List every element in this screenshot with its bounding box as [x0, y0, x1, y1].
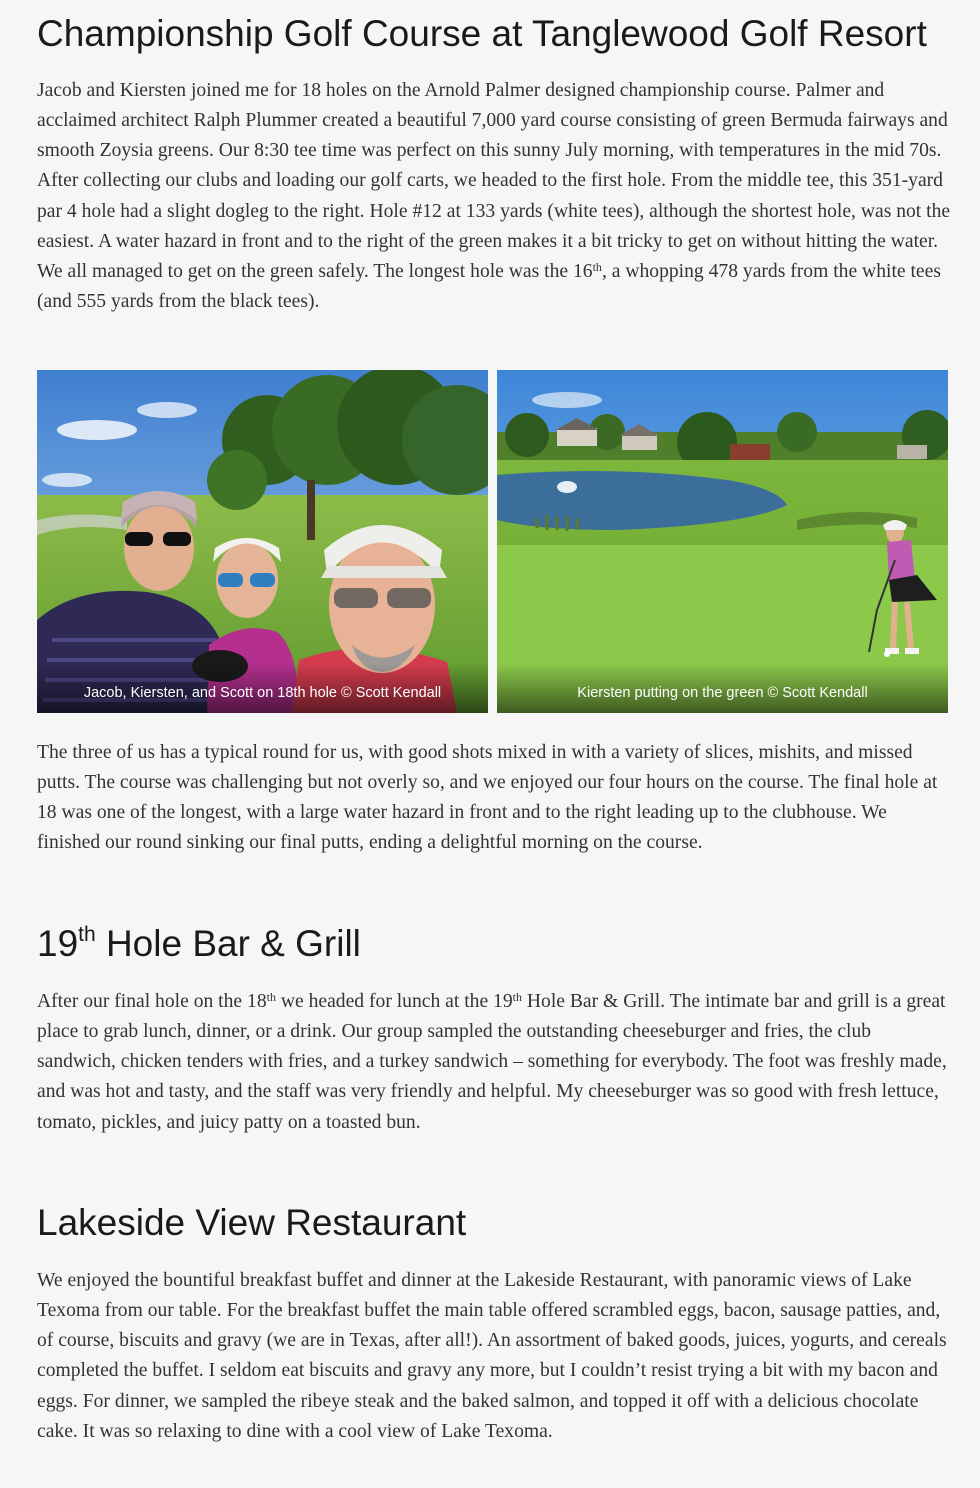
paragraph-text: Hole Bar & Grill. The intimate bar and grill is a great place to grab lunch, dinner, or a drink. Our group sampled the outstanding cheeseburger and fries, the club sandwich, chicken tenders with fries, and a turkey sandwich – something for everybody. The foot was freshly made, and was hot and tasty, and the staff was very friendly and helpful. My cheeseburger was so good with fresh lettuce, tomato, pickles, and juicy patty on a toasted bun.: [37, 991, 947, 1133]
photo-caption: Jacob, Kiersten, and Scott on 18th hole © Scott Kendall: [37, 663, 488, 713]
paragraph-round-summary: The three of us has a typical round for us, with good shots mixed in with a variety of slices, mishits, and missed putts. The course was challenging but not overly so, and we enjoyed our four hours on the course. The final hole at 18 was one of the longest, with a large water hazard in front and to the right leading up to the clubhouse. We finished our round sinking our final putts, ending a delightful morning on the course.: [37, 742, 938, 854]
paragraph-text: we headed for lunch at the 19: [275, 991, 513, 1012]
section-heading-19th-hole: [37, 922, 361, 964]
ordinal-suffix: th: [78, 922, 96, 946]
ordinal-suffix: th: [512, 990, 522, 1004]
paragraph-lakeside: We enjoyed the bountiful breakfast buffet and dinner at the Lakeside Restaurant, with panoramic views of Lake Texoma from our table. For the breakfast buffet the main table offered scrambled eggs, bacon, sausage patties, and, of course, biscuits and gravy (we are in Texas, after all!). An assortment of baked goods, juices, yogurts, and cereals completed the buffet. I seldom eat biscuits and gravy any more, but I couldn’t resist trying a bit with my bacon and eggs. For dinner, we sampled the ribeye steak and the baked salmon, and topped it off with a delicious chocolate cake. It was so relaxing to dine with a cool view of Lake Texoma.: [37, 1270, 947, 1442]
paragraph-text: Jacob and Kiersten joined me for 18 holes on the Arnold Palmer designed championship course. Palmer and acclaimed architect Ralph Plummer created a beautiful 7,000 yard course consisting of green Bermuda fairways and smooth Zoysia greens. Our 8:30 tee time was perfect on this sunny July morning, with temperatures in the mid 70s. After collecting our clubs and loading our golf carts, we headed to the first hole. From the middle tee, this 351-yard par 4 hole had a slight dogleg to the right. Hole #12 at 133 yards (white tees), although the shortest hole, was not the easiest. A water hazard in front and to the right of the green makes it a bit tricky to get on without hitting the water. We all managed to get on the green safely. The longest hole was the 16: [37, 80, 951, 282]
section-heading-lakeside: Lakeside View Restaurant: [37, 1202, 467, 1243]
paragraph-bar-grill: [37, 987, 952, 1138]
photo-putting-green[interactable]: [497, 370, 948, 713]
selfie-image: [37, 370, 488, 713]
paragraph-text: After our final hole on the 18: [37, 991, 267, 1012]
paragraph-text-end: , a whopping 478 yards from the white tees (and 555 yards from the black tees).: [37, 260, 941, 313]
putting-image: [497, 370, 948, 713]
photo-selfie-18th-hole[interactable]: [37, 370, 488, 713]
section-heading-golf-course: Championship Golf Course at Tanglewood Golf Resort: [37, 13, 927, 54]
photo-caption: Kiersten putting on the green © Scott Kendall: [497, 663, 948, 713]
ordinal-suffix: th: [592, 259, 602, 274]
ordinal-suffix: th: [266, 990, 276, 1004]
paragraph-golf-course-intro: [37, 76, 952, 317]
heading-text: Hole Bar & Grill: [95, 923, 361, 964]
heading-number: 19: [37, 923, 79, 964]
